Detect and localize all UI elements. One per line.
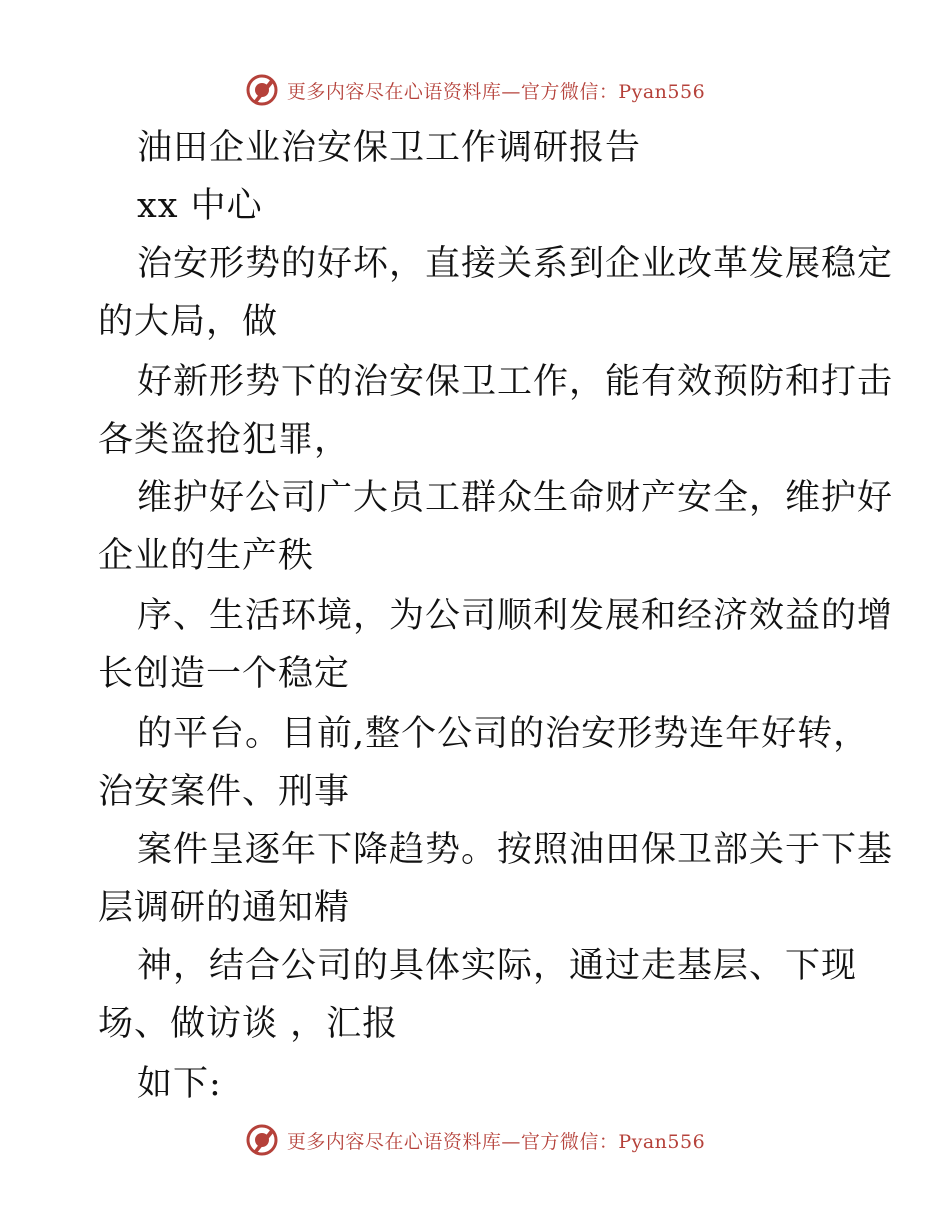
seal-pen-icon [245, 73, 279, 107]
paragraph-line: 企业的生产秩 [98, 536, 315, 576]
paragraph-line: 的大局，做 [98, 302, 279, 342]
paragraph-line: 治安案件、刑事 [98, 772, 351, 812]
paragraph-line: 如下: [137, 1064, 222, 1104]
document-author: xx 中心 [137, 186, 263, 226]
paragraph-line: 神，结合公司的具体实际，通过走基层、下现 [137, 946, 858, 986]
paragraph-line: 场、做访谈 ，汇报 [98, 1004, 399, 1044]
header-banner [0, 70, 950, 110]
seal-pen-icon [245, 1123, 279, 1157]
header-banner-text: 更多内容尽在心语资料库—官方微信：Pyan556 [286, 80, 706, 103]
paragraph-line: 好新形势下的治安保卫工作，能有效预防和打击 [137, 362, 894, 402]
footer-banner-content [245, 1123, 705, 1157]
footer-banner-text: 更多内容尽在心语资料库—官方微信：Pyan556 [286, 1130, 706, 1153]
paragraph-line: 治安形势的好坏，直接关系到企业改革发展稳定 [137, 244, 894, 284]
paragraph-line: 层调研的通知精 [98, 888, 351, 928]
header-banner-content [245, 73, 705, 107]
paragraph-line: 案件呈逐年下降趋势。按照油田保卫部关于下基 [137, 830, 894, 870]
paragraph-line: 长创造一个稳定 [98, 654, 351, 694]
paragraph-line: 各类盗抢犯罪， [98, 420, 351, 460]
document-title: 油田企业治安保卫工作调研报告 [137, 128, 642, 168]
footer-banner [0, 1120, 950, 1160]
paragraph-line: 序、生活环境，为公司顺利发展和经济效益的增 [137, 596, 894, 636]
paragraph-line: 维护好公司广大员工群众生命财产安全，维护好 [137, 478, 894, 518]
paragraph-line: 的平台。目前,整个公司的治安形势连年好转， [137, 714, 870, 754]
